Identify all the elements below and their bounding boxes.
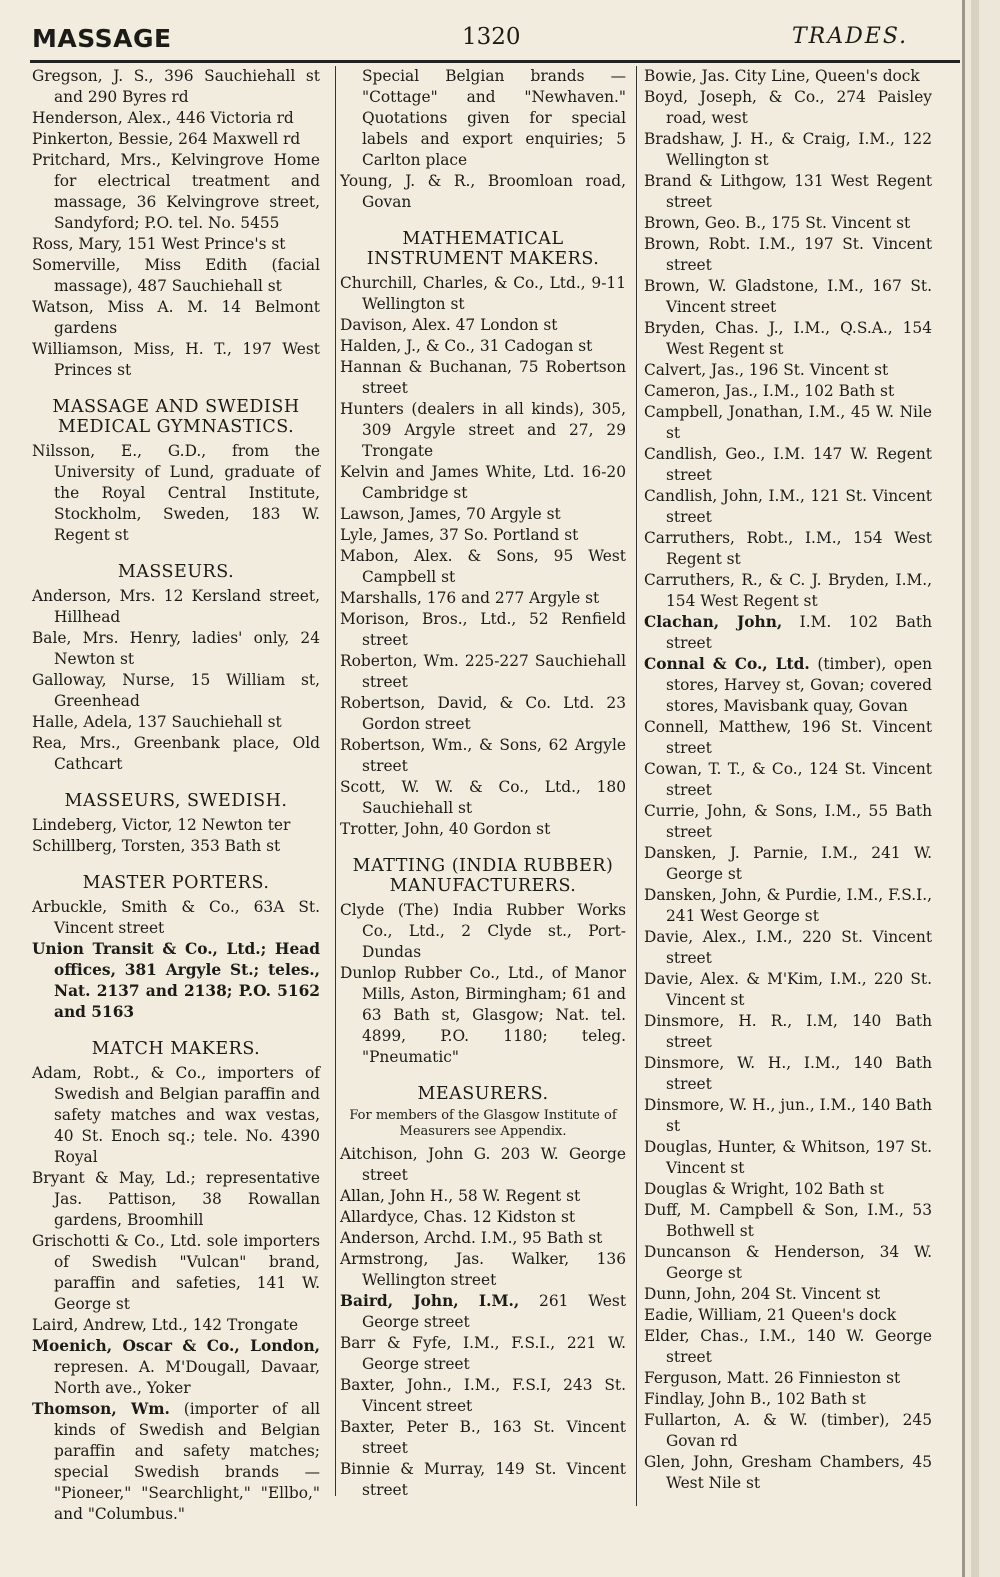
directory-entry: Connell, Matthew, 196 St. Vincent street [644,718,932,757]
directory-entry: Brand & Lithgow, 131 West Regent street [644,172,932,211]
directory-entry: Nilsson, E., G.D., from the University of Lund, graduate of the Royal Central Institute, Stockholm, Sweden, 183 W. Regent st [32,442,320,544]
directory-entry: Dunn, John, 204 St. Vincent st [644,1285,881,1303]
directory-entry: Baxter, John., I.M., F.S.I, 243 St. Vincent street [340,1376,626,1415]
entry-details: (timber), open stores, Harvey st, Govan; covered stores, Mavisbank quay, Govan [666,655,932,715]
directory-entry [340,1291,626,1333]
directory-entry: Campbell, Jonathan, I.M., 45 W. Nile st [644,403,932,442]
column-2 [340,66,626,1501]
directory-entry: Aitchison, John G. 203 W. George street [340,1145,626,1184]
directory-entry: Brown, W. Gladstone, I.M., 167 St. Vincent street [644,277,932,316]
section-heading: MASSEURS, SWEDISH. [64,791,288,811]
directory-entry: Halden, J., & Co., 31 Cadogan st [340,337,593,355]
directory-entry: Lyle, James, 37 So. Portland st [340,526,579,544]
directory-entry: Binnie & Murray, 149 St. Vincent street [340,1460,626,1499]
entry-details: (importer of all kinds of Swedish and Belgian paraffin and safety matches; special Swedish brands — "Pioneer," "Searchlight," "Ellbo," and "Columbus." [54,1400,320,1523]
directory-entry: Halle, Adela, 137 Sauchiehall st [32,713,282,731]
section-heading: MATTING (INDIA RUBBER) MANUFACTURERS. [352,856,614,896]
directory-entry: Hannan & Buchanan, 75 Robertson street [340,358,626,397]
directory-entry: Robertson, David, & Co. Ltd. 23 Gordon street [340,694,626,733]
directory-entry: Boyd, Joseph, & Co., 274 Paisley road, west [644,88,932,127]
directory-entry: Douglas & Wright, 102 Bath st [644,1180,884,1198]
section-heading: MATCH MAKERS. [91,1039,261,1059]
entry-name: Union Transit & Co., Ltd. [32,940,261,958]
section-heading: MATHEMATICAL INSTRUMENT MAKERS. [366,229,600,269]
directory-entry: Carruthers, R., & C. J. Bryden, I.M., 154 West Regent st [644,571,932,610]
adjacent-page-edge [962,0,1000,1577]
directory-entry: Currie, John, & Sons, I.M., 55 Bath street [644,802,932,841]
directory-entry: Ferguson, Matt. 26 Finnieston st [644,1369,901,1387]
entry-name: Thomson, Wm. [32,1400,170,1418]
page-number: 1320 [462,24,521,50]
directory-entry: Candlish, Geo., I.M. 147 W. Regent street [644,445,932,484]
directory-entry: Anderson, Mrs. 12 Kersland street, Hillhead [32,587,320,626]
directory-entry [32,1336,320,1399]
section-note: For members of the Glasgow Institute of Measurers see Appendix. [349,1108,617,1139]
binding-shadow [971,0,979,1577]
directory-entry: Bradshaw, J. H., & Craig, I.M., 122 Wellington st [644,130,932,169]
directory-entry: Cameron, Jas., I.M., 102 Bath st [644,382,895,400]
running-head-category: TRADES. [792,24,909,49]
directory-entry: Bryant & May, Ld.; representative Jas. Pattison, 38 Rowallan gardens, Broomhill [32,1169,320,1229]
directory-entry: Dinsmore, H. R., I.M, 140 Bath street [644,1012,932,1051]
entry-continuation: Special Belgian brands — "Cottage" and "Newhaven." Quotations given for special labels and export enquiries; 5 Carlton place [362,67,626,169]
directory-entry: Findlay, John B., 102 Bath st [644,1390,866,1408]
directory-entry: Candlish, John, I.M., 121 St. Vincent street [644,487,932,526]
directory-entry: Allardyce, Chas. 12 Kidston st [340,1208,576,1226]
section-heading: MASSAGE AND SWEDISH MEDICAL GYMNASTICS. [52,397,300,437]
directory-entry: Baxter, Peter B., 163 St. Vincent street [340,1418,626,1457]
directory-entry: Mabon, Alex. & Sons, 95 West Campbell st [340,547,626,586]
directory-entry: Clyde (The) India Rubber Works Co., Ltd., 2 Clyde st., Port-Dundas [340,901,626,961]
directory-entry: Rea, Mrs., Greenbank place, Old Cathcart [32,734,320,773]
directory-entry: Watson, Miss A. M. 14 Belmont gardens [32,298,320,337]
directory-entry: Fullarton, A. & W. (timber), 245 Govan rd [644,1411,932,1450]
directory-entry: Elder, Chas., I.M., 140 W. George street [644,1327,932,1366]
directory-entry: Davie, Alex. & M'Kim, I.M., 220 St. Vincent st [644,970,932,1009]
section-heading: MEASURERS. [417,1084,549,1104]
column-3 [644,66,932,1494]
section-heading: MASTER PORTERS. [82,873,270,893]
entry-name: Baird, John, I.M., [340,1292,520,1310]
directory-entry: Bale, Mrs. Henry, ladies' only, 24 Newton st [32,629,320,668]
column-divider-1 [335,66,336,1496]
directory-entry: Duff, M. Campbell & Son, I.M., 53 Bothwell st [644,1201,932,1240]
directory-entry: Bowie, Jas. City Line, Queen's dock [644,67,920,85]
directory-entry: Douglas, Hunter, & Whitson, 197 St. Vincent st [644,1138,932,1177]
directory-entry: Eadie, William, 21 Queen's dock [644,1306,897,1324]
directory-entry: Williamson, Miss, H. T., 197 West Princes st [32,340,320,379]
directory-entry: Dinsmore, W. H., I.M., 140 Bath street [644,1054,932,1093]
directory-entry: Pinkerton, Bessie, 264 Maxwell rd [32,130,301,148]
directory-entry: Barr & Fyfe, I.M., F.S.I., 221 W. George street [340,1334,626,1373]
entry-details: 261 West George street [362,1292,627,1331]
directory-entry: Henderson, Alex., 446 Victoria rd [32,109,294,127]
directory-entry: Calvert, Jas., 196 St. Vincent st [644,361,889,379]
entry-name: Clachan, John, [644,613,783,631]
directory-entry [644,654,932,717]
directory-entry: Cowan, T. T., & Co., 124 St. Vincent street [644,760,932,799]
directory-entry: Somerville, Miss Edith (facial massage), 487 Sauchiehall st [32,256,320,295]
directory-entry: Bryden, Chas. J., I.M., Q.S.A., 154 West Regent st [644,319,932,358]
directory-entry: Churchill, Charles, & Co., Ltd., 9-11 Wellington st [340,274,626,313]
directory-entry: Ross, Mary, 151 West Prince's st [32,235,286,253]
directory-entry: Pritchard, Mrs., Kelvingrove Home for electrical treatment and massage, 36 Kelvingrove street, Sandyford; P.O. tel. No. 5455 [32,151,320,232]
directory-entry: Davison, Alex. 47 London st [340,316,558,334]
running-head-section: MASSAGE [32,24,172,53]
entry-name: Moenich, Oscar & Co., London, [32,1337,320,1355]
directory-entry: Arbuckle, Smith & Co., 63A St. Vincent street [32,898,320,937]
directory-entry: Hunters (dealers in all kinds), 305, 309 Argyle street and 27, 29 Trongate [340,400,626,460]
directory-entry: Dunlop Rubber Co., Ltd., of Manor Mills, Aston, Birmingham; 61 and 63 Bath st, Glasgow; Nat. tel. 4899, P.O. 1180; teleg. "Pneumatic" [340,964,626,1066]
directory-entry: Galloway, Nurse, 15 William st, Greenhead [32,671,320,710]
directory-entry: Carruthers, Robt., I.M., 154 West Regent st [644,529,932,568]
directory-entry: Scott, W. W. & Co., Ltd., 180 Sauchiehall st [340,778,626,817]
directory-entry: Brown, Robt. I.M., 197 St. Vincent street [644,235,932,274]
directory-entry: Gregson, J. S., 396 Sauchiehall st and 290 Byres rd [32,67,320,106]
column-divider-2 [636,66,637,1506]
directory-entry: Robertson, Wm., & Sons, 62 Argyle street [340,736,626,775]
directory-entry: Marshalls, 176 and 277 Argyle st [340,589,600,607]
directory-entry: Adam, Robt., & Co., importers of Swedish and Belgian paraffin and safety matches and wax vestas, 40 St. Enoch sq.; tele. No. 4390 Royal [32,1064,320,1166]
header-rule [30,60,960,63]
directory-entry: Grischotti & Co., Ltd. sole importers of Swedish "Vulcan" brand, paraffin and safeties, 141 W. George st [32,1232,320,1313]
directory-entry [32,939,320,1023]
entry-name: Connal & Co., Ltd. [644,655,810,673]
column-1 [32,66,320,1525]
entry-details: I.M. 102 Bath street [666,613,932,652]
directory-entry: Roberton, Wm. 225-227 Sauchiehall street [340,652,626,691]
section-heading: MASSEURS. [117,562,235,582]
directory-entry: Laird, Andrew, Ltd., 142 Trongate [32,1316,299,1334]
directory-entry: Trotter, John, 40 Gordon st [340,820,551,838]
directory-entry: Kelvin and James White, Ltd. 16-20 Cambridge st [340,463,626,502]
entry-details: represen. A. M'Dougall, Davaar, North ave., Yoker [54,1358,320,1397]
directory-entry: Lawson, James, 70 Argyle st [340,505,561,523]
directory-entry: Anderson, Archd. I.M., 95 Bath st [340,1229,603,1247]
directory-entry: Dansken, J. Parnie, I.M., 241 W. George st [644,844,932,883]
directory-entry: Armstrong, Jas. Walker, 136 Wellington street [340,1250,626,1289]
directory-entry: Allan, John H., 58 W. Regent st [340,1187,581,1205]
directory-entry: Glen, John, Gresham Chambers, 45 West Nile st [644,1453,932,1492]
directory-entry: Schillberg, Torsten, 353 Bath st [32,837,281,855]
directory-entry: Dinsmore, W. H., jun., I.M., 140 Bath st [644,1096,932,1135]
directory-entry: Duncanson & Henderson, 34 W. George st [644,1243,932,1282]
directory-entry: Dansken, John, & Purdie, I.M., F.S.I., 241 West George st [644,886,932,925]
entry-details: ; Head offices, 381 Argyle St.; teles., Nat. 2137 and 2138; P.O. 5162 and 5163 [54,940,320,1021]
directory-entry: Davie, Alex., I.M., 220 St. Vincent street [644,928,932,967]
directory-entry: Brown, Geo. B., 175 St. Vincent st [644,214,911,232]
directory-entry [32,1399,320,1525]
directory-entry [644,612,932,654]
directory-entry: Young, J. & R., Broomloan road, Govan [340,172,626,211]
directory-entry: Lindeberg, Victor, 12 Newton ter [32,816,291,834]
directory-entry: Morison, Bros., Ltd., 52 Renfield street [340,610,626,649]
